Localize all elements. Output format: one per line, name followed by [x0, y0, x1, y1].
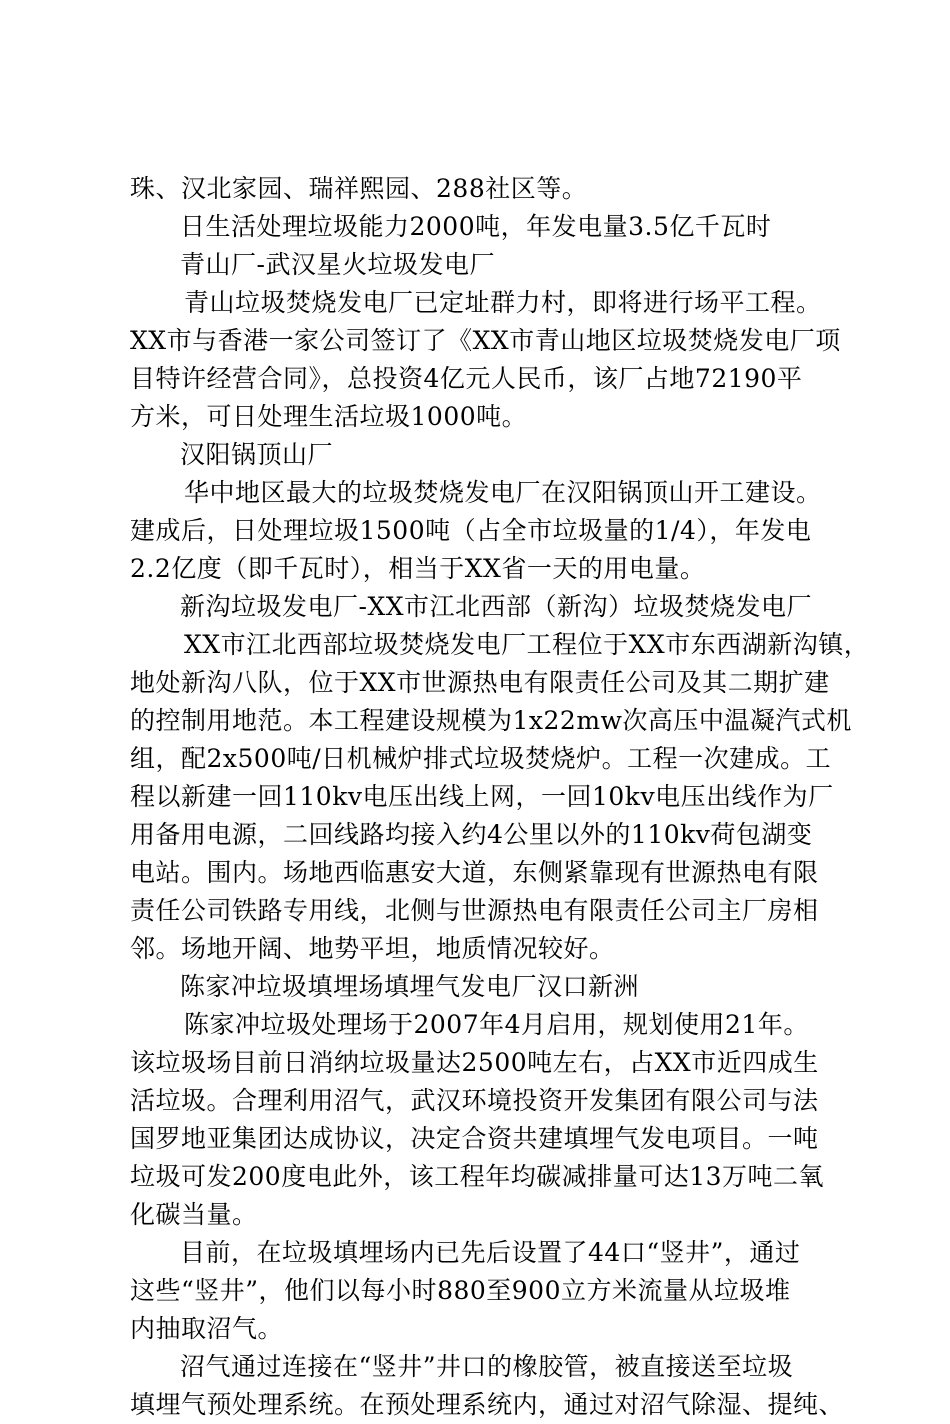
- text-line: 填埋气预处理系统。在预处理系统内，通过对沼气除湿、提纯、: [130, 1390, 845, 1419]
- text-line: 目前，在垃圾填埋场内已先后设置了44口“竖井”，通过: [180, 1238, 801, 1267]
- text-line: 化碳当量。: [130, 1200, 258, 1229]
- text-line: 这些“竖井”，他们以每小时880至900立方米流量从垃圾堆: [130, 1276, 791, 1305]
- text-line: 该垃圾场目前日消纳垃圾量达2500吨左右，占XX市近四成生: [130, 1048, 819, 1077]
- text-line: 组，配2x500吨/日机械炉排式垃圾焚烧炉。工程一次建成。工: [130, 744, 832, 773]
- text-line: 珠、汉北家园、瑞祥熙园、288社区等。: [130, 174, 588, 203]
- text-line: XX市与香港一家公司签订了《XX市青山地区垃圾焚烧发电厂项: [130, 326, 841, 355]
- text-line: 地处新沟八队，位于XX市世源热电有限责任公司及其二期扩建: [130, 668, 830, 697]
- text-line: 的控制用地范。本工程建设规模为1x22mw次高压中温凝汽式机: [130, 706, 852, 735]
- document-body: [130, 170, 870, 1424]
- section-heading: 陈家冲垃圾填埋场填埋气发电厂汉口新洲: [180, 972, 640, 1001]
- text-line: XX市江北西部垃圾焚烧发电厂工程位于XX市东西湖新沟镇，: [184, 630, 870, 659]
- section-heading: 汉阳锅顶山厂: [180, 440, 334, 469]
- text-line: 建成后，日处理垃圾1500吨（占全市垃圾量的1/4），年发电: [130, 516, 812, 545]
- text-line: 华中地区最大的垃圾焚烧发电厂在汉阳锅顶山开工建设。: [184, 478, 822, 507]
- text-line: 责任公司铁路专用线，北侧与世源热电有限责任公司主厂房相: [130, 896, 819, 925]
- text-line: 国罗地亚集团达成协议，决定合资共建填埋气发电项目。一吨: [130, 1124, 819, 1153]
- text-line: 用备用电源，二回线路均接入约4公里以外的110kv荷包湖变: [130, 820, 813, 849]
- section-heading: 新沟垃圾发电厂-XX市江北西部（新沟）垃圾焚烧发电厂: [180, 592, 813, 621]
- text-line: 方米，可日处理生活垃圾1000吨。: [130, 402, 528, 431]
- text-line: 2.2亿度（即千瓦时），相当于XX省一天的用电量。: [130, 554, 706, 583]
- text-line: 陈家冲垃圾处理场于2007年4月启用，规划使用21年。: [184, 1010, 809, 1039]
- text-line: 目特许经营合同》，总投资4亿元人民币，该厂占地72190平: [130, 364, 803, 393]
- text-line: 青山垃圾焚烧发电厂已定址群力村，即将进行场平工程。: [184, 288, 822, 317]
- section-heading: 青山厂-武汉星火垃圾发电厂: [180, 250, 495, 279]
- text-line: 内抽取沼气。: [130, 1314, 284, 1343]
- text-line: 日生活处理垃圾能力2000吨，年发电量3.5亿千瓦时: [180, 212, 772, 241]
- text-line: 活垃圾。合理利用沼气，武汉环境投资开发集团有限公司与法: [130, 1086, 819, 1115]
- text-line: 垃圾可发200度电此外，该工程年均碳减排量可达13万吨二氧: [130, 1162, 825, 1191]
- text-line: 邻。场地开阔、地势平坦，地质情况较好。: [130, 934, 615, 963]
- text-line: 电站。围内。场地西临惠安大道，东侧紧靠现有世源热电有限: [130, 858, 819, 887]
- text-line: 沼气通过连接在“竖井”井口的橡胶管，被直接送至垃圾: [180, 1352, 794, 1381]
- text-line: 程以新建一回110kv电压出线上网，一回10kv电压出线作为厂: [130, 782, 834, 811]
